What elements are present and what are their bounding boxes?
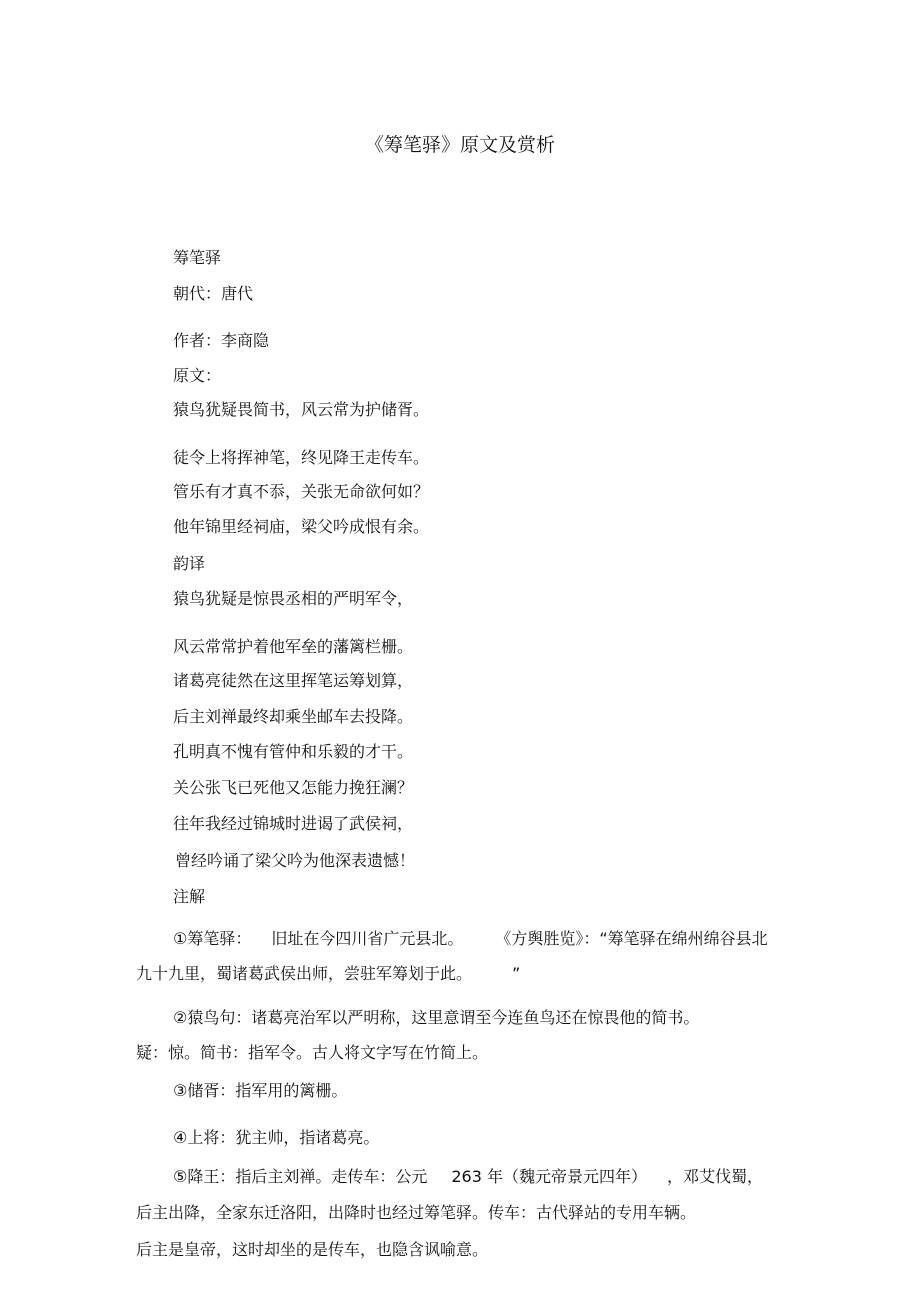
note-2-line-2: 疑：惊。简书：指军令。古人将文字写在竹简上。: [136, 1043, 489, 1062]
note-1-citation: 《方舆胜览》：“筹笔驿在绵州绵谷县北: [495, 929, 768, 948]
note-5-event: ，邓艾伐蜀，: [667, 1167, 764, 1186]
translation-line-8: 曾经吟诵了梁父吟为他深表遗憾！: [175, 851, 416, 870]
translation-line-2: 风云常常护着他军垒的藩篱栏栅。: [173, 637, 414, 656]
original-heading: 原文：: [173, 366, 222, 385]
document-title: 《筹笔驿》原文及赏析: [364, 134, 555, 156]
original-line-3: 管乐有才真不忝，关张无命欲何如？: [173, 482, 430, 501]
note-5-line-2: 后主出降，全家东迁洛阳，出降时也经过筹笔驿。传车：古代驿站的专用车辆。: [136, 1203, 697, 1222]
note-1-line-1: [173, 927, 768, 951]
translation-line-7: 往年我经过锦城时进谒了武侯祠，: [173, 814, 414, 833]
original-line-1: 猿鸟犹疑畏简书，风云常为护储胥。: [173, 400, 430, 419]
translation-line-3: 诸葛亮徒然在这里挥笔运筹划算，: [173, 671, 414, 690]
original-line-2: 徒令上将挥神笔，终见降王走传车。: [173, 448, 430, 467]
note-1-citation-cont: 九十九里，蜀诸葛武侯出师，尝驻军筹划于此。: [136, 964, 473, 983]
original-line-4: 他年锦里经祠庙，梁父吟成恨有余。: [173, 517, 430, 536]
notes-heading: 注解: [173, 887, 206, 906]
note-5-line-3: 后主是皇帝，这时却坐的是传车，也隐含讽喻意。: [136, 1240, 489, 1259]
note-5-year: 263 年（魏元帝景元四年）: [451, 1167, 647, 1186]
poem-name: 筹笔驿: [173, 248, 222, 267]
dynasty-line: 朝代：唐代: [173, 284, 254, 303]
translation-line-1: 猿鸟犹疑是惊畏丞相的严明军令，: [173, 589, 414, 608]
note-1-location: 旧址在今四川省广元县北。: [271, 929, 464, 948]
note-4: ④上将：犹主帅，指诸葛亮。: [173, 1128, 380, 1147]
author-line: 作者：李商隐: [173, 331, 270, 350]
note-1-term: ①筹笔驿：: [173, 929, 252, 948]
translation-line-4: 后主刘禅最终却乘坐邮车去投降。: [173, 707, 414, 726]
translation-line-5: 孔明真不愧有管仲和乐毅的才干。: [173, 742, 414, 761]
translation-heading: 韵译: [173, 554, 206, 573]
note-3: ③储胥：指军用的篱栅。: [173, 1081, 348, 1100]
note-1-line-2: [136, 962, 520, 986]
note-1-close-quote: ”: [512, 964, 521, 983]
translation-line-6: 关公张飞已死他又怎能力挽狂澜？: [173, 778, 414, 797]
note-5-term: ⑤降王：指后主刘禅。走传车：公元: [173, 1167, 428, 1186]
note-2-line-1: ②猿鸟句：诸葛亮治军以严明称，这里意谓至今连鱼鸟还在惊畏他的简书。: [173, 1008, 700, 1027]
note-5-line-1: [173, 1165, 763, 1189]
